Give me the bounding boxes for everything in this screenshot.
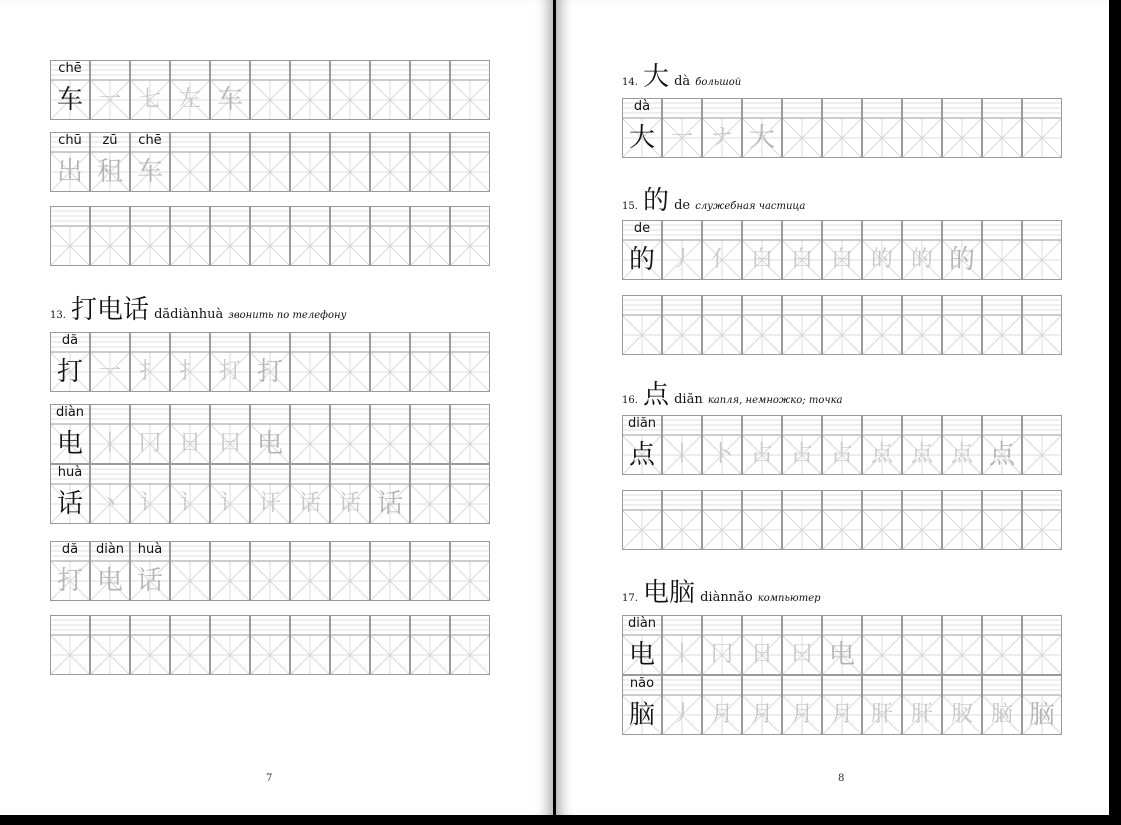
trace-character: 的 (948, 245, 975, 275)
heading-number: 15. (622, 201, 638, 212)
heading-number: 17. (622, 593, 638, 604)
model-character: 的 (628, 245, 655, 275)
practice-cell (370, 464, 410, 524)
practice-cell (90, 60, 130, 120)
practice-cell (50, 404, 90, 464)
practice-cell (170, 60, 210, 120)
trace-character: 车 (216, 85, 243, 115)
practice-cell (410, 332, 450, 392)
trace-character: 大 (748, 123, 775, 153)
practice-cell (782, 220, 822, 280)
practice-cell (290, 60, 330, 120)
practice-cell (702, 490, 742, 550)
trace-character: 肞 (950, 702, 973, 727)
practice-cell (330, 60, 370, 120)
practice-cell (290, 132, 330, 192)
practice-cell (1022, 295, 1062, 355)
practice-cell (90, 332, 130, 392)
practice-cell (942, 220, 982, 280)
practice-cell (662, 220, 702, 280)
heading-translation: звонить по телефону (228, 310, 347, 321)
trace-character: 电 (96, 566, 123, 596)
practice-cell (50, 464, 90, 524)
model-character: 车 (56, 85, 83, 115)
practice-cell (782, 675, 822, 735)
heading-number: 13. (50, 310, 66, 321)
practice-cell (130, 132, 170, 192)
trace-character: 讠 (138, 491, 161, 516)
pinyin-label: năo (629, 676, 655, 691)
practice-cell (1022, 415, 1062, 475)
trace-character: 打 (256, 357, 283, 387)
trace-character: 的 (870, 247, 893, 272)
practice-cell (90, 206, 130, 266)
practice-cell (742, 98, 782, 158)
practice-cell (822, 615, 862, 675)
practice-cell (130, 332, 170, 392)
trace-character: 一 (670, 125, 693, 150)
practice-cell (942, 615, 982, 675)
right-page (556, 0, 1109, 815)
practice-cell (450, 615, 490, 675)
pinyin-label: diàn (55, 405, 85, 420)
trace-character: 月 (710, 702, 733, 727)
practice-cell (330, 541, 370, 601)
practice-cell (662, 415, 702, 475)
practice-cell (130, 541, 170, 601)
practice-cell (450, 206, 490, 266)
practice-cell (902, 295, 942, 355)
practice-cell (370, 60, 410, 120)
heading-pinyin: dădiànhuà (154, 307, 224, 322)
practice-cell (210, 464, 250, 524)
practice-cell (702, 615, 742, 675)
trace-character: 讠 (218, 491, 241, 516)
heading-translation: служебная частица (695, 201, 806, 212)
practice-cell (370, 132, 410, 192)
practice-cell (862, 295, 902, 355)
practice-cell (822, 98, 862, 158)
practice-cell (410, 132, 450, 192)
practice-cell (170, 332, 210, 392)
trace-character: 讦 (258, 491, 281, 516)
practice-cell (622, 490, 662, 550)
practice-cell (450, 332, 490, 392)
trace-character: 打 (56, 566, 83, 596)
practice-cell (702, 675, 742, 735)
trace-character: 话 (376, 489, 403, 519)
trace-character: 点 (910, 442, 933, 467)
practice-cell (742, 415, 782, 475)
trace-character: 丨 (670, 442, 693, 467)
practice-cell (410, 206, 450, 266)
practice-cell (1022, 615, 1062, 675)
practice-cell (290, 332, 330, 392)
model-character: 打 (56, 357, 83, 387)
practice-cell (662, 295, 702, 355)
trace-character: 话 (298, 491, 321, 516)
practice-cell (450, 404, 490, 464)
trace-character: 扌 (178, 359, 201, 384)
practice-cell (250, 132, 290, 192)
practice-cell (330, 132, 370, 192)
trace-character: 月 (750, 702, 773, 727)
trace-character: 曰 (218, 431, 241, 456)
heading-pinyin: de (674, 198, 691, 213)
pinyin-label: diàn (627, 616, 657, 631)
practice-cell (982, 490, 1022, 550)
practice-cell (330, 404, 370, 464)
practice-cell (622, 295, 662, 355)
practice-cell (982, 615, 1022, 675)
trace-character: 电 (256, 429, 283, 459)
trace-character: 点 (950, 442, 973, 467)
practice-cell (862, 98, 902, 158)
practice-cell (410, 541, 450, 601)
trace-character: 白 (830, 247, 853, 272)
practice-cell (982, 220, 1022, 280)
practice-cell (130, 60, 170, 120)
practice-cell (290, 615, 330, 675)
trace-character: 一 (98, 359, 121, 384)
pinyin-label: de (633, 221, 651, 236)
practice-cell (702, 98, 742, 158)
practice-cell (942, 675, 982, 735)
practice-cell (410, 615, 450, 675)
practice-cell (90, 541, 130, 601)
practice-cell (210, 615, 250, 675)
practice-cell (370, 332, 410, 392)
practice-cell (210, 60, 250, 120)
page-number: 8 (838, 773, 845, 784)
practice-cell (210, 404, 250, 464)
practice-cell (330, 615, 370, 675)
heading-hanzi: 大 (643, 62, 670, 92)
heading-pinyin: diăn (674, 392, 703, 407)
practice-cell (662, 98, 702, 158)
practice-cell (1022, 220, 1062, 280)
practice-cell (822, 295, 862, 355)
practice-cell (622, 98, 662, 158)
trace-character: ナ (710, 125, 733, 150)
trace-character: 丿 (670, 702, 693, 727)
trace-character: 讠 (178, 491, 201, 516)
trace-character: 车 (136, 157, 163, 187)
heading-hanzi: 电脑 (643, 578, 696, 608)
practice-cell (450, 541, 490, 601)
trace-character: 打 (218, 359, 241, 384)
trace-character: 卜 (710, 442, 733, 467)
practice-cell (90, 615, 130, 675)
trace-character: 丨 (98, 431, 121, 456)
pinyin-label: diàn (95, 542, 125, 557)
trace-character: 话 (136, 566, 163, 596)
trace-character: 出 (56, 157, 83, 187)
practice-cell (290, 464, 330, 524)
practice-cell (450, 464, 490, 524)
trace-character: 占 (790, 442, 813, 467)
practice-cell (702, 415, 742, 475)
practice-cell (50, 60, 90, 120)
model-character: 大 (628, 123, 655, 153)
practice-cell (622, 675, 662, 735)
practice-cell (290, 206, 330, 266)
model-character: 话 (56, 489, 83, 519)
practice-cell (822, 415, 862, 475)
practice-cell (982, 415, 1022, 475)
practice-cell (250, 404, 290, 464)
practice-cell (742, 615, 782, 675)
practice-cell (982, 675, 1022, 735)
trace-character: 扌 (138, 359, 161, 384)
practice-cell (170, 206, 210, 266)
practice-cell (90, 464, 130, 524)
trace-character: 肝 (910, 702, 933, 727)
model-character: 点 (628, 440, 655, 470)
practice-cell (622, 615, 662, 675)
practice-cell (742, 675, 782, 735)
practice-cell (50, 132, 90, 192)
trace-character: 左 (178, 87, 201, 112)
trace-character: 日 (178, 431, 201, 456)
heading-pinyin: dà (674, 74, 691, 89)
practice-cell (902, 615, 942, 675)
practice-cell (250, 206, 290, 266)
practice-cell (1022, 675, 1062, 735)
heading-hanzi: 点 (643, 380, 670, 410)
practice-cell (822, 220, 862, 280)
model-character: 电 (628, 640, 655, 670)
practice-cell (862, 220, 902, 280)
practice-cell (822, 490, 862, 550)
practice-cell (450, 132, 490, 192)
practice-cell (410, 60, 450, 120)
pinyin-label: huà (57, 465, 83, 480)
practice-cell (170, 464, 210, 524)
trace-character: 白 (750, 247, 773, 272)
trace-character: 的 (910, 247, 933, 272)
trace-character: 曰 (790, 642, 813, 667)
trace-character: 月 (830, 702, 853, 727)
practice-cell (410, 464, 450, 524)
practice-cell (90, 404, 130, 464)
practice-cell (982, 98, 1022, 158)
practice-cell (902, 415, 942, 475)
practice-cell (742, 220, 782, 280)
practice-cell (622, 220, 662, 280)
practice-cell (170, 615, 210, 675)
lesson-heading-17 (622, 572, 821, 609)
pinyin-label: diăn (627, 416, 657, 431)
heading-translation: большой (695, 77, 742, 88)
pinyin-label: chē (58, 61, 82, 76)
trace-character: 冂 (710, 642, 733, 667)
practice-cell (210, 132, 250, 192)
practice-cell (742, 295, 782, 355)
practice-cell (902, 220, 942, 280)
left-page (0, 0, 553, 815)
practice-cell (210, 332, 250, 392)
practice-cell (170, 404, 210, 464)
heading-translation: компьютер (757, 593, 821, 604)
trace-character: 占 (750, 442, 773, 467)
trace-character: 租 (96, 157, 123, 187)
practice-cell (902, 490, 942, 550)
practice-cell (370, 206, 410, 266)
practice-cell (330, 464, 370, 524)
lesson-heading-13 (50, 289, 346, 326)
practice-cell (210, 206, 250, 266)
lesson-heading-15 (622, 180, 805, 217)
practice-cell (1022, 98, 1062, 158)
lesson-heading-16 (622, 374, 843, 411)
heading-hanzi: 的 (643, 186, 670, 216)
heading-translation: капля, немножко; точка (707, 395, 843, 406)
trace-character: 点 (988, 440, 1015, 470)
trace-character: 丨 (670, 642, 693, 667)
practice-cell (742, 490, 782, 550)
model-character: 脑 (628, 700, 655, 730)
practice-cell (170, 541, 210, 601)
pinyin-label: dà (633, 99, 651, 114)
practice-cell (862, 615, 902, 675)
pinyin-label: dă (61, 542, 79, 557)
practice-cell (942, 490, 982, 550)
practice-cell (862, 490, 902, 550)
trace-character: 肝 (870, 702, 893, 727)
practice-cell (782, 615, 822, 675)
practice-cell (170, 132, 210, 192)
heading-pinyin: diànnăo (700, 590, 753, 605)
trace-character: 脑 (1028, 700, 1055, 730)
model-character: 电 (56, 429, 83, 459)
lesson-heading-14 (622, 56, 741, 93)
practice-cell (50, 615, 90, 675)
practice-cell (450, 60, 490, 120)
trace-character: 话 (338, 491, 361, 516)
pinyin-label: zū (102, 133, 118, 148)
practice-cell (290, 541, 330, 601)
page-number: 7 (266, 773, 273, 784)
practice-cell (370, 404, 410, 464)
practice-cell (130, 404, 170, 464)
trace-character: 电 (828, 640, 855, 670)
heading-hanzi: 打电话 (71, 295, 150, 325)
trace-character: 七 (138, 87, 161, 112)
practice-cell (250, 60, 290, 120)
practice-cell (862, 415, 902, 475)
practice-cell (250, 615, 290, 675)
practice-cell (250, 332, 290, 392)
practice-cell (982, 295, 1022, 355)
practice-cell (210, 541, 250, 601)
trace-character: 月 (790, 702, 813, 727)
practice-cell (822, 675, 862, 735)
practice-cell (702, 220, 742, 280)
heading-number: 14. (622, 77, 638, 88)
trace-character: 日 (750, 642, 773, 667)
practice-cell (622, 415, 662, 475)
practice-cell (702, 295, 742, 355)
practice-cell (902, 98, 942, 158)
practice-cell (942, 98, 982, 158)
practice-cell (130, 615, 170, 675)
pinyin-label: huà (137, 542, 163, 557)
pinyin-label: dă (61, 333, 79, 348)
practice-cell (782, 98, 822, 158)
practice-cell (942, 295, 982, 355)
practice-cell (250, 541, 290, 601)
trace-character: 丿 (670, 247, 693, 272)
practice-cell (50, 206, 90, 266)
practice-cell (50, 332, 90, 392)
trace-character: 占 (830, 442, 853, 467)
practice-cell (862, 675, 902, 735)
practice-cell (250, 464, 290, 524)
trace-character: 亻 (710, 247, 733, 272)
trace-character: 丶 (98, 491, 121, 516)
practice-cell (782, 490, 822, 550)
trace-character: 点 (870, 442, 893, 467)
pinyin-label: chē (138, 133, 162, 148)
practice-cell (662, 490, 702, 550)
practice-cell (782, 415, 822, 475)
pinyin-label: chū (58, 133, 82, 148)
practice-cell (130, 206, 170, 266)
practice-cell (782, 295, 822, 355)
practice-cell (330, 206, 370, 266)
practice-cell (370, 615, 410, 675)
practice-cell (90, 132, 130, 192)
practice-cell (662, 615, 702, 675)
heading-number: 16. (622, 395, 638, 406)
practice-cell (942, 415, 982, 475)
practice-cell (130, 464, 170, 524)
practice-cell (330, 332, 370, 392)
practice-cell (410, 404, 450, 464)
practice-cell (370, 541, 410, 601)
trace-character: 冂 (138, 431, 161, 456)
practice-cell (662, 675, 702, 735)
practice-cell (290, 404, 330, 464)
practice-cell (902, 675, 942, 735)
trace-character: 脑 (990, 702, 1013, 727)
trace-character: 白 (790, 247, 813, 272)
practice-cell (1022, 490, 1062, 550)
practice-cell (50, 541, 90, 601)
trace-character: 一 (98, 87, 121, 112)
